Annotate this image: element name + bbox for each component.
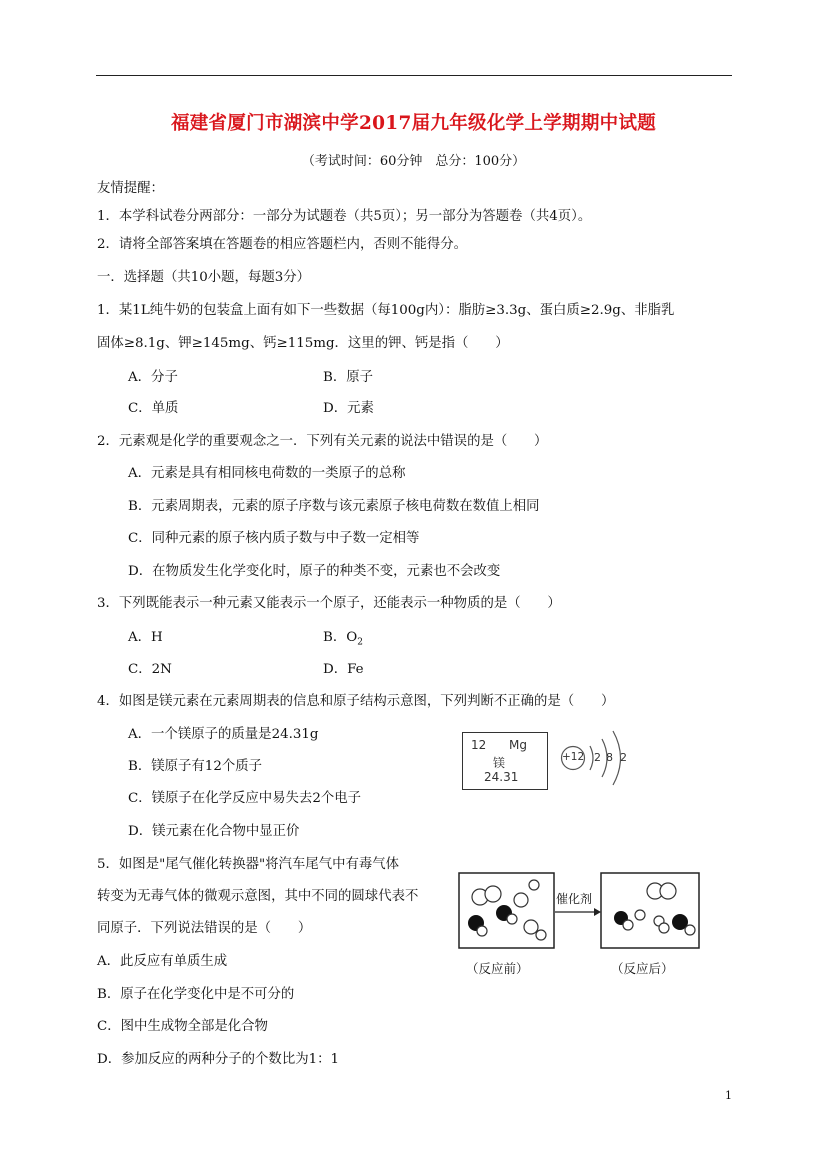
after-label: （反应后） bbox=[611, 961, 674, 976]
notes-heading: 友情提醒： bbox=[97, 181, 164, 196]
shell-electrons: 2 bbox=[594, 751, 601, 764]
question-3-stem: 3．下列既能表示一种元素又能表示一个原子，还能表示一种物质的是（ ） bbox=[97, 596, 561, 611]
page-title: 福建省厦门市湖滨中学2017届九年级化学上学期期中试题 bbox=[170, 113, 657, 134]
section-heading: 一．选择题（共10小题，每题3分） bbox=[97, 270, 311, 285]
q1-option-c: C．单质 bbox=[128, 401, 179, 416]
q3-option-d: D．Fe bbox=[323, 662, 364, 677]
before-label: （反应前） bbox=[466, 961, 529, 976]
q5-option-b: B．原子在化学变化中是不可分的 bbox=[97, 987, 295, 1002]
atomic-mass: 24.31 bbox=[484, 770, 519, 784]
note-item: 2．请将全部答案填在答题卷的相应答题栏内，否则不能得分。 bbox=[97, 237, 468, 252]
exam-info: （考试时间：60分钟 总分：100分） bbox=[301, 154, 526, 169]
header-rule bbox=[96, 75, 732, 76]
q4-option-b: B．镁原子有12个质子 bbox=[128, 759, 263, 774]
catalytic-converter-diagram bbox=[458, 872, 702, 980]
atomic-number: 12 bbox=[471, 738, 487, 752]
q5-option-c: C．图中生成物全部是化合物 bbox=[97, 1019, 268, 1034]
magnesium-element-card bbox=[462, 732, 548, 790]
q2-option-a: A．元素是具有相同核电荷数的一类原子的总称 bbox=[128, 466, 406, 481]
question-2-stem: 2．元素观是化学的重要观念之一．下列有关元素的说法中错误的是（ ） bbox=[97, 434, 548, 449]
q1-option-d: D．元素 bbox=[323, 401, 374, 416]
question-4-stem: 4．如图是镁元素在元素周期表的信息和原子结构示意图，下列判断不正确的是（ ） bbox=[97, 694, 615, 709]
q2-option-b: B．元素周期表，元素的原子序数与该元素原子核电荷数在数值上相同 bbox=[128, 499, 540, 514]
q4-option-a: A．一个镁原子的质量是24.31g bbox=[128, 727, 319, 742]
magnesium-atom-diagram bbox=[556, 724, 636, 794]
question-1-stem-cont: 固体≥8.1g、钾≥145mg、钙≥115mg．这里的钾、钙是指（ ） bbox=[97, 336, 509, 351]
q3-option-c: C．2N bbox=[128, 662, 172, 677]
q3-option-a: A．H bbox=[128, 630, 163, 645]
q5-option-a: A．此反应有单质生成 bbox=[97, 954, 228, 969]
element-symbol: Mg bbox=[509, 738, 527, 752]
catalyst-label: 催化剂 bbox=[556, 892, 593, 906]
page-number: 1 bbox=[725, 1089, 732, 1102]
q4-option-c: C．镁原子在化学反应中易失去2个电子 bbox=[128, 791, 362, 806]
q5-option-d: D．参加反应的两种分子的个数比为1：1 bbox=[97, 1052, 340, 1067]
shell-electrons: 8 bbox=[606, 751, 613, 764]
shell-electrons: 2 bbox=[620, 751, 627, 764]
q1-option-b: B．原子 bbox=[323, 370, 374, 385]
note-item: 1．本学科试卷分两部分：一部分为试题卷（共5页）；另一部分为答题卷（共4页）。 bbox=[97, 209, 592, 224]
q1-option-a: A．分子 bbox=[128, 370, 178, 385]
q3-option-b: B．$O_2$ bbox=[323, 630, 363, 648]
element-name: 镁 bbox=[493, 756, 506, 770]
question-5-stem-cont: 同原子．下列说法错误的是（ ） bbox=[97, 921, 312, 936]
question-5-stem-cont: 转变为无毒气体的微观示意图，其中不同的圆球代表不 bbox=[97, 889, 419, 904]
q2-option-c: C．同种元素的原子核内质子数与中子数一定相等 bbox=[128, 531, 420, 546]
q2-option-d: D．在物质发生化学变化时，原子的种类不变，元素也不会改变 bbox=[128, 564, 501, 579]
q4-option-d: D．镁元素在化合物中显正价 bbox=[128, 824, 300, 839]
question-5-stem: 5．如图是"尾气催化转换器"将汽车尾气中有毒气体 bbox=[97, 857, 400, 872]
nucleus-charge: +12 bbox=[562, 751, 585, 763]
question-1-stem: 1．某1L纯牛奶的包装盒上面有如下一些数据（每100g内）：脂肪≥3.3g、蛋白质≥2.9g、非脂乳 bbox=[97, 303, 675, 318]
